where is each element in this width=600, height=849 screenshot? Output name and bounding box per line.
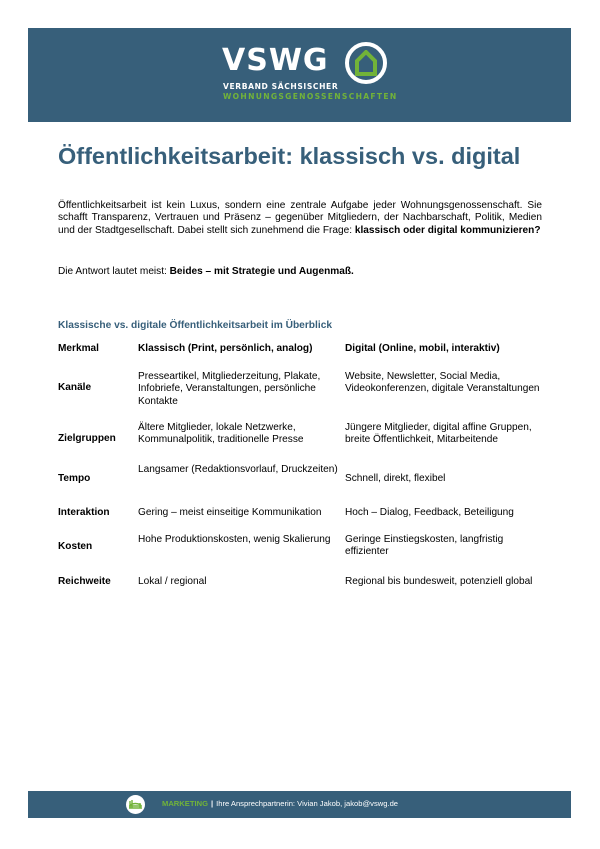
row-digital: Regional bis bundesweit, potenziell global [345, 576, 533, 587]
house-in-circle-icon [345, 42, 387, 84]
footer-separator: | [210, 799, 214, 808]
row-digital: Schnell, direkt, flexibel [345, 473, 446, 484]
row-feature: Kanäle [58, 382, 92, 393]
footer-department: MARKETING [162, 799, 208, 808]
row-feature: Zielgruppen [58, 433, 116, 444]
vswg-logo [222, 42, 398, 108]
header-banner [28, 28, 571, 122]
bridge-icon [126, 795, 145, 814]
row-classic: Langsamer (Redaktionsvorlauf, Druckzeiten) [138, 464, 338, 475]
row-feature: Reichweite [58, 576, 111, 587]
row-classic: Presseartikel, Mitgliederzeitung, Plakate, Infobriefe, Veranstaltungen, persönliche Kontakte [138, 371, 321, 407]
row-feature: Kosten [58, 541, 93, 552]
logo-subtitle-line1: VERBAND SÄCHSISCHER [223, 82, 339, 91]
answer-bold: Beides – mit Strategie und Augenmaß. [169, 266, 354, 277]
row-feature: Tempo [58, 473, 91, 484]
row-classic: Ältere Mitglieder, lokale Netzwerke, Kommunalpolitik, traditionelle Presse [138, 422, 304, 446]
row-classic: Lokal / regional [138, 576, 207, 587]
row-digital: Hoch – Dialog, Feedback, Beteiligung [345, 507, 514, 518]
logo-wordmark: VSWG [222, 43, 329, 78]
row-feature: Interaktion [58, 507, 110, 518]
header-merkmal: Merkmal [58, 343, 99, 354]
footer-contact-line [162, 799, 398, 808]
header-digital: Digital (Online, mobil, interaktiv) [345, 343, 500, 354]
intro-paragraph [58, 200, 542, 237]
footer-contact: Ihre Ansprechpartnerin: Vivian Jakob, jakob@vswg.de [216, 799, 399, 808]
section-heading: Klassische vs. digitale Öffentlichkeitsarbeit im Überblick [58, 320, 333, 331]
intro-bold-question: klassisch oder digital kommunizieren? [354, 224, 541, 236]
page-title: Öffentlichkeitsarbeit: klassisch vs. digital [58, 143, 521, 169]
intro-text: Öffentlichkeitsarbeit ist kein Luxus, sondern eine zentrale Aufgabe jeder Wohnungsgenossenschaft. Sie schafft Transparenz, Vertrauen und Präsenz – gegenüber Mitgliedern, der Nachbarschaft, Politik, Medien und der Stadtgesellschaft. Dabei stellt sich zunehmend die Frage: [58, 200, 542, 236]
row-digital: Geringe Einstiegskosten, langfristig effizienter [345, 534, 504, 558]
row-digital: Website, Newsletter, Social Media, Videokonferenzen, digitale Veranstaltungen [345, 371, 540, 395]
answer-text: Die Antwort lautet meist: [58, 266, 170, 277]
answer-paragraph [58, 266, 542, 278]
header-klassisch: Klassisch (Print, persönlich, analog) [138, 343, 313, 354]
logo-subtitle-line2: WOHNUNGSGENOSSENSCHAFTEN [223, 92, 398, 101]
row-classic: Gering – meist einseitige Kommunikation [138, 507, 322, 518]
row-digital: Jüngere Mitglieder, digital affine Gruppen, breite Öffentlichkeit, Mitarbeitende [345, 422, 532, 446]
footer-bar [28, 791, 571, 818]
row-classic: Hohe Produktionskosten, wenig Skalierung [138, 534, 331, 545]
